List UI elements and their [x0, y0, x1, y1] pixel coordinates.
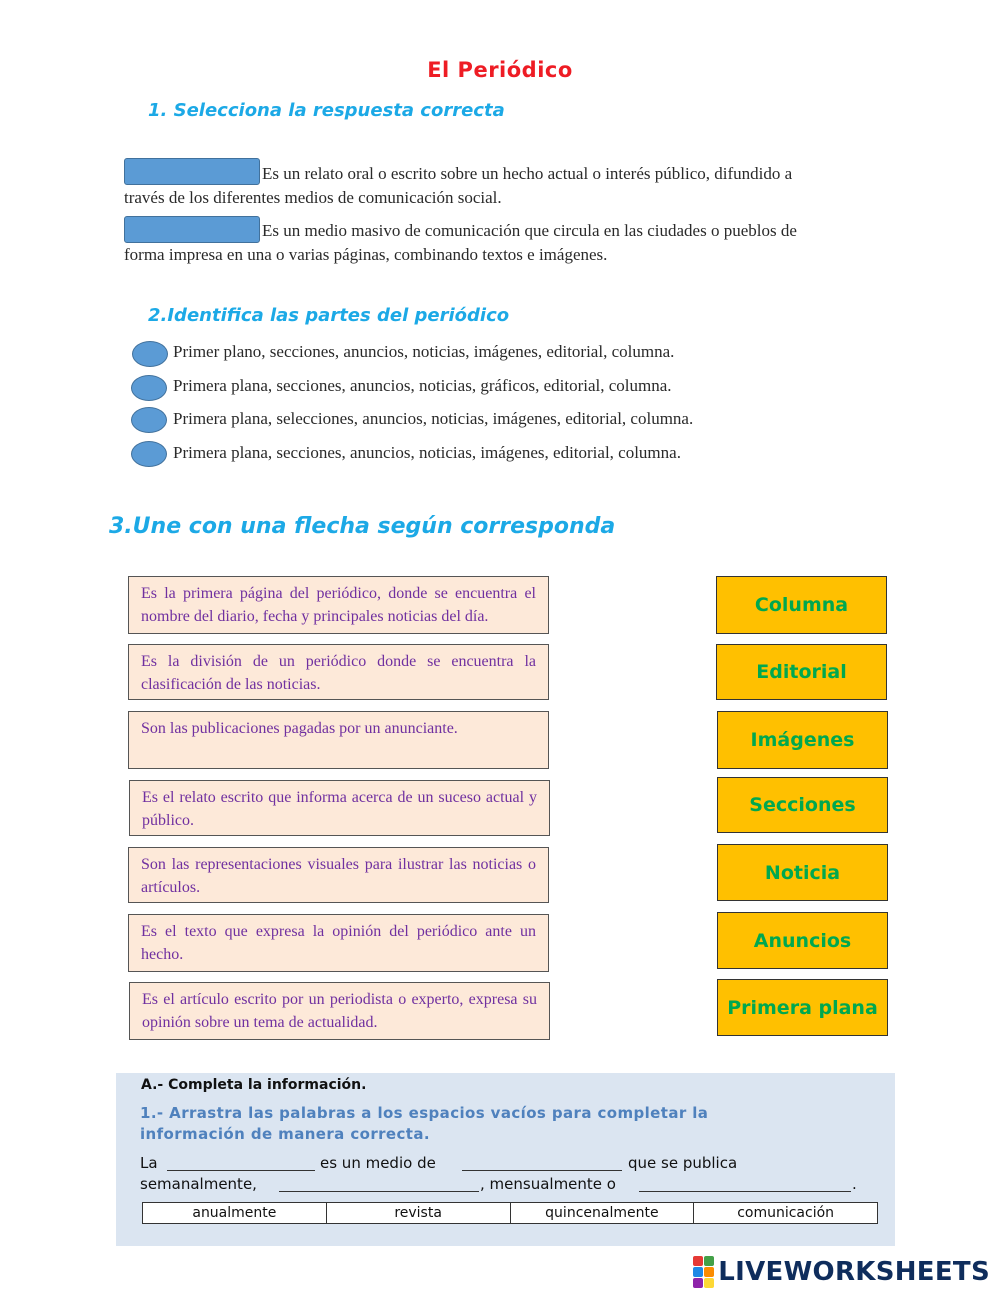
blank-input-2[interactable] — [462, 1170, 622, 1171]
definition-box-6[interactable]: Es el texto que expresa la opinión del periódico ante un hecho. — [128, 914, 549, 972]
term-box-primera-plana[interactable]: Primera plana — [717, 979, 888, 1036]
definition-box-4[interactable]: Es el relato escrito que informa acerca de un suceso actual y público. — [129, 780, 550, 836]
blank-input-3[interactable] — [279, 1191, 479, 1192]
option-radio-1[interactable] — [132, 341, 168, 367]
logo-blocks-icon — [693, 1256, 714, 1288]
option-radio-3[interactable] — [131, 407, 167, 433]
definition-box-5[interactable]: Son las representaciones visuales para ilustrar las noticias o artículos. — [128, 847, 549, 903]
logo-text: LIVEWORKSHEETS — [718, 1257, 990, 1287]
sentence-part-6: . — [852, 1175, 857, 1193]
word-bank-table — [142, 1202, 878, 1224]
item-1-line-1: Es un relato oral o escrito sobre un hecho actual o interés público, difundido a — [262, 164, 793, 183]
term-box-imagenes[interactable]: Imágenes — [717, 711, 888, 769]
answer-drop-box-1[interactable] — [124, 158, 260, 185]
item-2-line-1: Es un medio masivo de comunicación que circula en las ciudades o pueblos de — [262, 221, 797, 240]
sentence-part-4: semanalmente, — [140, 1175, 257, 1193]
instruction-line-2: información de manera correcta. — [140, 1125, 430, 1143]
sentence-part-5: , mensualmente o — [480, 1175, 616, 1193]
word-bank-item[interactable]: anualmente — [143, 1203, 327, 1223]
option-label-2: Primera plana, secciones, anuncios, noticias, gráficos, editorial, columna. — [173, 376, 672, 395]
instruction-line-1: 1.- Arrastra las palabras a los espacios vacíos para completar la — [140, 1104, 709, 1122]
option-label-4: Primera plana, secciones, anuncios, noticias, imágenes, editorial, columna. — [173, 443, 681, 462]
term-box-columna[interactable]: Columna — [716, 576, 887, 634]
term-box-secciones[interactable]: Secciones — [717, 777, 888, 833]
sentence-part-3: que se publica — [628, 1154, 738, 1172]
page-title: El Periódico — [427, 58, 573, 82]
sentence-part-1: La — [140, 1154, 158, 1172]
term-box-editorial[interactable]: Editorial — [716, 644, 887, 700]
term-box-anuncios[interactable]: Anuncios — [717, 912, 888, 969]
item-2-line-2: forma impresa en una o varias páginas, combinando textos e imágenes. — [124, 245, 608, 264]
word-bank-item[interactable]: comunicación — [737, 1205, 835, 1221]
section-3-heading: 3.Une con una flecha según corresponda — [109, 514, 616, 539]
answer-drop-box-2[interactable] — [124, 216, 260, 243]
term-box-noticia[interactable]: Noticia — [717, 844, 888, 901]
word-bank-item[interactable]: revista — [327, 1203, 511, 1223]
section-2-heading: 2.Identifica las partes del periódico — [148, 305, 510, 326]
liveworksheets-logo — [693, 1256, 990, 1288]
definition-box-3[interactable]: Son las publicaciones pagadas por un anunciante. — [128, 711, 549, 769]
item-1-line-2: través de los diferentes medios de comunicación social. — [124, 188, 502, 207]
section-1-heading: 1. Selecciona la respuesta correcta — [148, 100, 505, 121]
blank-input-4[interactable] — [639, 1191, 851, 1192]
word-bank-item[interactable]: quincenalmente — [511, 1203, 695, 1223]
definition-box-2[interactable]: Es la división de un periódico donde se encuentra la clasificación de las noticias. — [128, 644, 549, 700]
option-radio-4[interactable] — [131, 441, 167, 467]
definition-box-7[interactable]: Es el artículo escrito por un periodista o experto, expresa su opinión sobre un tema de actualidad. — [129, 982, 550, 1040]
option-label-1: Primer plano, secciones, anuncios, noticias, imágenes, editorial, columna. — [173, 342, 675, 361]
blank-input-1[interactable] — [167, 1170, 315, 1171]
option-radio-2[interactable] — [131, 375, 167, 401]
sentence-part-2: es un medio de — [320, 1154, 436, 1172]
definition-box-1[interactable]: Es la primera página del periódico, donde se encuentra el nombre del diario, fecha y principales noticias del día. — [128, 576, 549, 634]
option-label-3: Primera plana, selecciones, anuncios, noticias, imágenes, editorial, columna. — [173, 409, 694, 428]
section-a-heading: A.- Completa la información. — [141, 1077, 367, 1093]
